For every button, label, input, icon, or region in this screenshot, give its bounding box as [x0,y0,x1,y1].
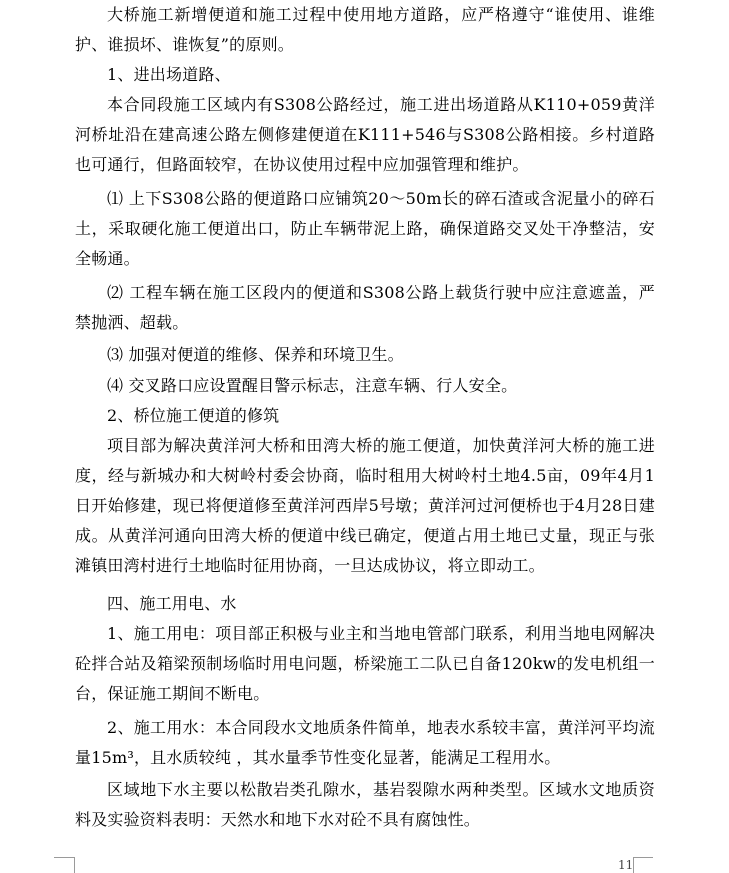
heading-power-water: 四、施工用电、水 [107,594,237,613]
paragraph-item-2: ⑵ 工程车辆在施工区段内的便道和S308公路上载货行驶中应注意遮盖，严禁抛洒、超载。 [75,283,655,332]
heading-site-roads: 1、进出场道路、 [107,65,231,84]
page-number: 11 [618,858,634,872]
paragraph-road-principle: 大桥施工新增便道和施工过程中使用地方道路，应严格遵守“谁使用、谁维护、谁损坏、谁恢复”的原则。 [75,5,655,54]
paragraph-item-3: ⑶ 加强对便道的维修、保养和环境卫生。 [107,345,404,364]
paragraph-item-4: ⑷ 交叉路口应设置醒目警示标志，注意车辆、行人安全。 [107,376,518,395]
left-margin-mark-vertical [74,857,75,873]
paragraph-site-roads: 本合同段施工区域内有S308公路经过，施工进出场道路从K110+059黄洋河桥址沿在建高速公路左侧修建便道在K111+546与S308公路相接。乡村道路也可通行，但路面较窄，在协议使用过程中应加强管理和维护。 [75,95,655,174]
paragraph-bridge-access-road: 项目部为解决黄洋河大桥和田湾大桥的施工便道，加快黄洋河大桥的施工进度，经与新城办和大树岭村委会协商，临时租用大树岭村土地4.5亩，09年4月1日开始修建，现已将便道修至黄洋河西岸5号墩；黄洋河过河便桥也于4月28日建成。从黄洋河通向田湾大桥的便道中线已确定，便道占用土地已丈量，现正与张滩镇田湾村进行土地临时征用协商，一旦达成协议，将立即动工。 [75,436,655,575]
left-margin-mark [54,857,74,872]
paragraph-power-supply: 1、施工用电：项目部正积极与业主和当地电管部门联系，利用当地电网解决砼拌合站及箱梁预制场临时用电问题，桥梁施工二队已自备120kw的发电机组一台，保证施工期间不断电。 [75,624,655,703]
paragraph-item-1: ⑴ 上下S308公路的便道路口应铺筑20～50m长的碎石渣或含泥量小的碎石土，采取硬化施工便道出口，防止车辆带泥上路，确保道路交叉处干净整洁，安全畅通。 [75,189,655,268]
paragraph-groundwater: 区域地下水主要以松散岩类孔隙水，基岩裂隙水两种类型。区域水文地质资料及实验资料表明：天然水和地下水对砼不具有腐蚀性。 [75,780,655,829]
heading-bridge-access-road: 2、桥位施工便道的修筑 [107,406,280,425]
paragraph-water-supply: 2、施工用水：本合同段水文地质条件简单，地表水系较丰富，黄洋河平均流量15m³，且水质较纯 ，其水量季节性变化显著，能满足工程用水。 [75,718,655,767]
right-margin-mark [633,857,653,872]
